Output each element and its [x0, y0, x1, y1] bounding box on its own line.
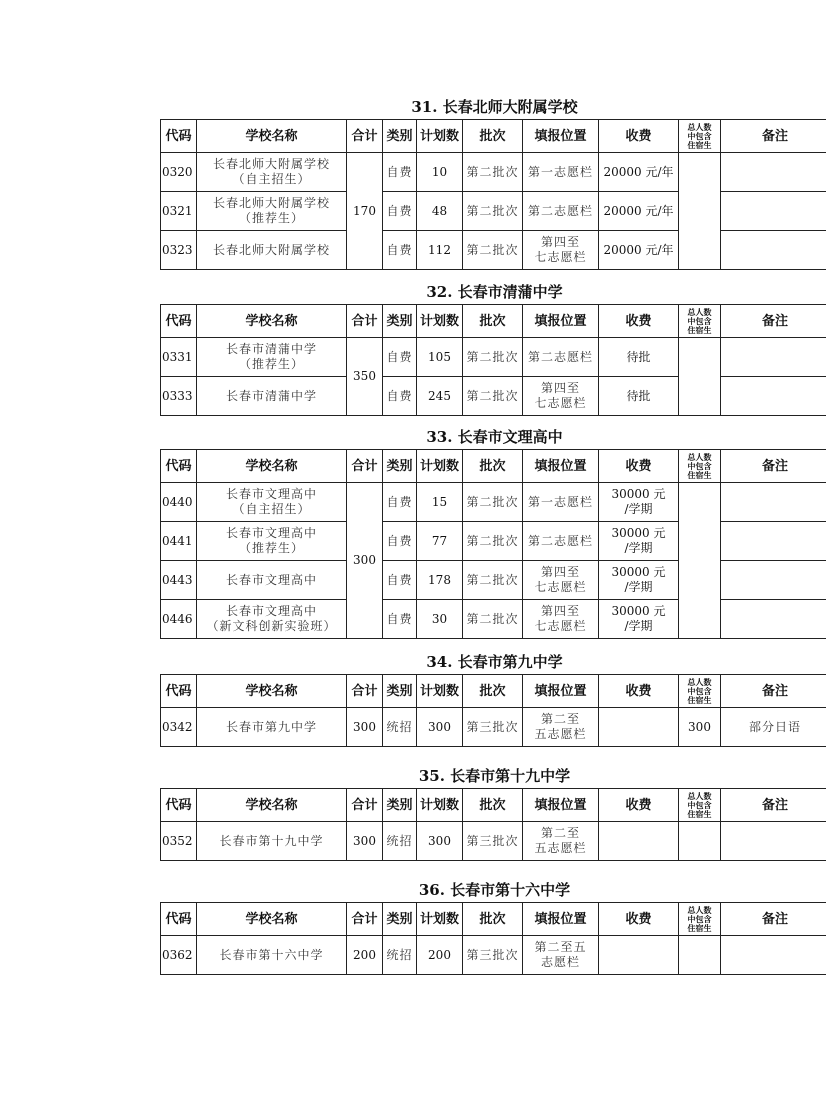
header-row [161, 903, 826, 936]
enrollment-table [160, 449, 826, 639]
batch: 第二批次 [463, 377, 523, 416]
fill-position: 第四至 七志愿栏 [523, 377, 599, 416]
header-row [161, 450, 826, 483]
header-boarding: 总人数 中包含 住宿生 [679, 789, 721, 822]
school-code: 0362 [161, 936, 197, 975]
header-boarding: 总人数 中包含 住宿生 [679, 903, 721, 936]
fill-position: 第二志愿栏 [523, 338, 599, 377]
boarding-count [679, 153, 721, 270]
enrollment-table [160, 902, 826, 975]
enrollment-type: 自费 [383, 192, 417, 231]
school-section [160, 95, 826, 270]
table-row [161, 153, 826, 192]
batch: 第二批次 [463, 600, 523, 639]
header-batch: 批次 [463, 903, 523, 936]
header-fee: 收费 [599, 450, 679, 483]
header-type: 类别 [383, 305, 417, 338]
table-row [161, 231, 826, 270]
enrollment-type: 自费 [383, 153, 417, 192]
header-code: 代码 [161, 789, 197, 822]
boarding-count: 300 [679, 708, 721, 747]
fill-position: 第一志愿栏 [523, 153, 599, 192]
school-section [160, 878, 826, 975]
header-fill-position: 填报位置 [523, 675, 599, 708]
table-row [161, 522, 826, 561]
table-row [161, 338, 826, 377]
header-total: 合计 [347, 789, 383, 822]
header-note: 备注 [721, 675, 826, 708]
header-school-name: 学校名称 [197, 789, 347, 822]
boarding-count [679, 483, 721, 639]
batch: 第二批次 [463, 153, 523, 192]
note [721, 153, 826, 192]
header-code: 代码 [161, 903, 197, 936]
plan-count: 10 [417, 153, 463, 192]
enrollment-table [160, 119, 826, 270]
note [721, 483, 826, 522]
batch: 第二批次 [463, 231, 523, 270]
header-row [161, 675, 826, 708]
header-fee: 收费 [599, 120, 679, 153]
header-batch: 批次 [463, 789, 523, 822]
boarding-count [679, 822, 721, 861]
note: 部分日语 [721, 708, 826, 747]
table-row [161, 483, 826, 522]
header-total: 合计 [347, 120, 383, 153]
note [721, 192, 826, 231]
fee: 20000 元/年 [599, 231, 679, 270]
header-note: 备注 [721, 903, 826, 936]
enrollment-type: 自费 [383, 377, 417, 416]
school-code: 0323 [161, 231, 197, 270]
header-fill-position: 填报位置 [523, 450, 599, 483]
total-count: 300 [347, 483, 383, 639]
school-code: 0446 [161, 600, 197, 639]
header-school-name: 学校名称 [197, 450, 347, 483]
header-note: 备注 [721, 120, 826, 153]
header-plan-count: 计划数 [417, 450, 463, 483]
school-section [160, 280, 826, 416]
table-row [161, 708, 826, 747]
header-school-name: 学校名称 [197, 120, 347, 153]
batch: 第二批次 [463, 192, 523, 231]
plan-count: 48 [417, 192, 463, 231]
note [721, 377, 826, 416]
fee: 20000 元/年 [599, 153, 679, 192]
fill-position: 第二志愿栏 [523, 192, 599, 231]
plan-count: 30 [417, 600, 463, 639]
note [721, 522, 826, 561]
fill-position: 第二志愿栏 [523, 522, 599, 561]
header-fill-position: 填报位置 [523, 903, 599, 936]
school-name: 长春市清蒲中学 [197, 377, 347, 416]
note [721, 561, 826, 600]
batch: 第二批次 [463, 522, 523, 561]
fee: 待批 [599, 338, 679, 377]
section-title: 34. 长春市第九中学 [426, 653, 563, 671]
enrollment-type: 自费 [383, 231, 417, 270]
header-code: 代码 [161, 305, 197, 338]
batch: 第二批次 [463, 338, 523, 377]
school-code: 0333 [161, 377, 197, 416]
plan-count: 300 [417, 708, 463, 747]
header-code: 代码 [161, 450, 197, 483]
plan-count: 112 [417, 231, 463, 270]
batch: 第二批次 [463, 483, 523, 522]
header-row [161, 305, 826, 338]
school-section [160, 764, 826, 861]
fee: 待批 [599, 377, 679, 416]
school-name: 长春北师大附属学校 （推荐生） [197, 192, 347, 231]
fee: 30000 元 /学期 [599, 600, 679, 639]
school-name: 长春市第十六中学 [197, 936, 347, 975]
school-name: 长春北师大附属学校 [197, 231, 347, 270]
header-code: 代码 [161, 120, 197, 153]
table-row [161, 936, 826, 975]
fee [599, 936, 679, 975]
header-plan-count: 计划数 [417, 120, 463, 153]
enrollment-type: 统招 [383, 936, 417, 975]
fill-position: 第二至五 志愿栏 [523, 936, 599, 975]
school-code: 0441 [161, 522, 197, 561]
school-code: 0440 [161, 483, 197, 522]
header-batch: 批次 [463, 450, 523, 483]
header-plan-count: 计划数 [417, 675, 463, 708]
school-code: 0321 [161, 192, 197, 231]
header-type: 类别 [383, 675, 417, 708]
header-type: 类别 [383, 903, 417, 936]
fee: 30000 元 /学期 [599, 522, 679, 561]
school-name: 长春市第十九中学 [197, 822, 347, 861]
header-total: 合计 [347, 450, 383, 483]
section-title: 33. 长春市文理高中 [426, 428, 563, 446]
school-name: 长春市文理高中 （推荐生） [197, 522, 347, 561]
header-type: 类别 [383, 789, 417, 822]
school-code: 0331 [161, 338, 197, 377]
enrollment-type: 自费 [383, 561, 417, 600]
plan-count: 77 [417, 522, 463, 561]
section-title: 36. 长春市第十六中学 [418, 881, 571, 899]
header-boarding: 总人数 中包含 住宿生 [679, 305, 721, 338]
enrollment-table [160, 304, 826, 416]
fee [599, 822, 679, 861]
header-fill-position: 填报位置 [523, 789, 599, 822]
total-count: 300 [347, 822, 383, 861]
table-row [161, 192, 826, 231]
enrollment-type: 自费 [383, 483, 417, 522]
batch: 第三批次 [463, 822, 523, 861]
header-total: 合计 [347, 903, 383, 936]
school-code: 0443 [161, 561, 197, 600]
header-row [161, 120, 826, 153]
school-name: 长春市文理高中 （自主招生） [197, 483, 347, 522]
header-total: 合计 [347, 675, 383, 708]
header-batch: 批次 [463, 120, 523, 153]
header-fill-position: 填报位置 [523, 305, 599, 338]
header-boarding: 总人数 中包含 住宿生 [679, 450, 721, 483]
header-plan-count: 计划数 [417, 305, 463, 338]
header-boarding: 总人数 中包含 住宿生 [679, 675, 721, 708]
fill-position: 第二至 五志愿栏 [523, 708, 599, 747]
header-fee: 收费 [599, 903, 679, 936]
plan-count: 178 [417, 561, 463, 600]
fee [599, 708, 679, 747]
plan-count: 200 [417, 936, 463, 975]
enrollment-type: 自费 [383, 338, 417, 377]
enrollment-type: 统招 [383, 708, 417, 747]
fill-position: 第四至 七志愿栏 [523, 600, 599, 639]
fill-position: 第四至 七志愿栏 [523, 561, 599, 600]
header-type: 类别 [383, 450, 417, 483]
school-name: 长春市清蒲中学 （推荐生） [197, 338, 347, 377]
table-row [161, 377, 826, 416]
school-name: 长春北师大附属学校 （自主招生） [197, 153, 347, 192]
fee: 30000 元 /学期 [599, 561, 679, 600]
section-title: 35. 长春市第十九中学 [418, 767, 571, 785]
total-count: 170 [347, 153, 383, 270]
note [721, 600, 826, 639]
header-fee: 收费 [599, 789, 679, 822]
school-section [160, 425, 826, 639]
note [721, 822, 826, 861]
total-count: 200 [347, 936, 383, 975]
header-plan-count: 计划数 [417, 789, 463, 822]
fee: 30000 元 /学期 [599, 483, 679, 522]
boarding-count [679, 936, 721, 975]
fill-position: 第一志愿栏 [523, 483, 599, 522]
school-name: 长春市第九中学 [197, 708, 347, 747]
fill-position: 第二至 五志愿栏 [523, 822, 599, 861]
header-note: 备注 [721, 789, 826, 822]
plan-count: 15 [417, 483, 463, 522]
total-count: 350 [347, 338, 383, 416]
header-fee: 收费 [599, 305, 679, 338]
plan-count: 300 [417, 822, 463, 861]
header-note: 备注 [721, 305, 826, 338]
header-code: 代码 [161, 675, 197, 708]
header-school-name: 学校名称 [197, 305, 347, 338]
header-school-name: 学校名称 [197, 675, 347, 708]
table-row [161, 600, 826, 639]
header-fee: 收费 [599, 675, 679, 708]
school-name: 长春市文理高中 （新文科创新实验班） [197, 600, 347, 639]
batch: 第二批次 [463, 561, 523, 600]
section-title: 31. 长春北师大附属学校 [411, 98, 578, 116]
school-section [160, 650, 826, 747]
header-boarding: 总人数 中包含 住宿生 [679, 120, 721, 153]
batch: 第三批次 [463, 708, 523, 747]
enrollment-type: 自费 [383, 600, 417, 639]
school-code: 0342 [161, 708, 197, 747]
enrollment-table [160, 788, 826, 861]
boarding-count [679, 338, 721, 416]
header-school-name: 学校名称 [197, 903, 347, 936]
school-code: 0352 [161, 822, 197, 861]
header-total: 合计 [347, 305, 383, 338]
header-note: 备注 [721, 450, 826, 483]
total-count: 300 [347, 708, 383, 747]
header-batch: 批次 [463, 675, 523, 708]
header-batch: 批次 [463, 305, 523, 338]
fill-position: 第四至 七志愿栏 [523, 231, 599, 270]
batch: 第三批次 [463, 936, 523, 975]
table-row [161, 561, 826, 600]
note [721, 231, 826, 270]
header-row [161, 789, 826, 822]
note [721, 338, 826, 377]
plan-count: 105 [417, 338, 463, 377]
header-fill-position: 填报位置 [523, 120, 599, 153]
fee: 20000 元/年 [599, 192, 679, 231]
school-name: 长春市文理高中 [197, 561, 347, 600]
table-row [161, 822, 826, 861]
header-type: 类别 [383, 120, 417, 153]
note [721, 936, 826, 975]
plan-count: 245 [417, 377, 463, 416]
enrollment-type: 统招 [383, 822, 417, 861]
header-plan-count: 计划数 [417, 903, 463, 936]
section-title: 32. 长春市清蒲中学 [426, 283, 563, 301]
school-code: 0320 [161, 153, 197, 192]
enrollment-table [160, 674, 826, 747]
enrollment-type: 自费 [383, 522, 417, 561]
